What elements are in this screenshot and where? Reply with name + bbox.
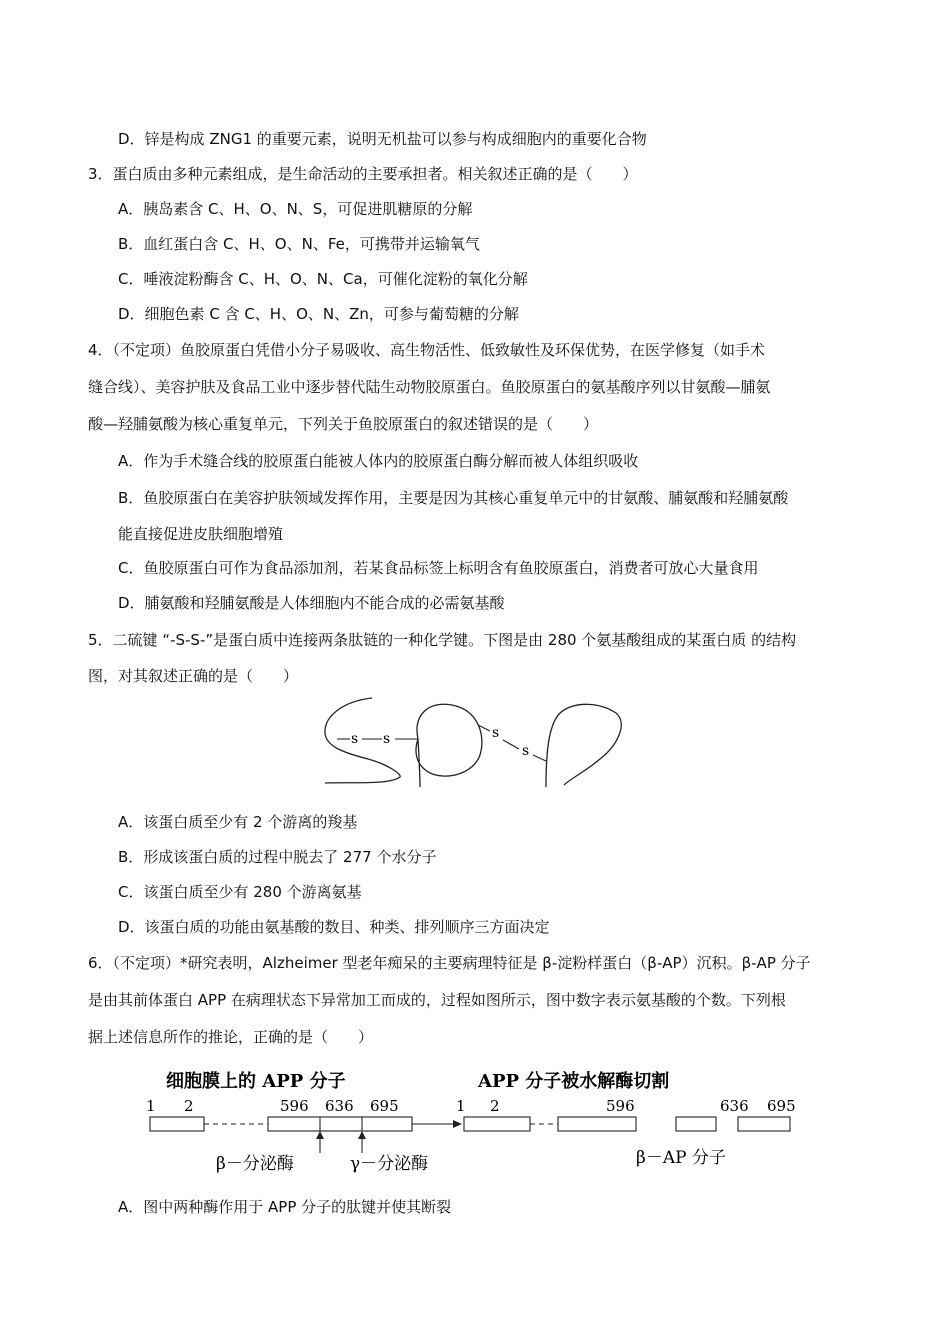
disulfide-bond-6 xyxy=(533,755,546,761)
q5-option-d: D．该蛋白质的功能由氨基酸的数目、种类、排列顺序三方面决定 xyxy=(118,918,550,936)
label-695: 695 xyxy=(370,1097,399,1115)
gamma-secretase-label: γ－分泌酶 xyxy=(350,1154,429,1174)
q3-option-d: D．细胞色素 C 含 C、H、O、N、Zn，可参与葡萄糖的分解 xyxy=(118,305,519,323)
right-label-596: 596 xyxy=(606,1097,635,1115)
q6-stem-line2: 是由其前体蛋白 APP 在病理状态下异常加工而成的，过程如图所示，图中数字表示氨基酸的个数。下列根 xyxy=(88,991,786,1009)
q3-option-a: A．胰岛素含 C、H、O、N、S，可促进肌糖原的分解 xyxy=(118,200,473,218)
beta-secretase-label: β－分泌酶 xyxy=(216,1154,294,1174)
q5-option-a: A．该蛋白质至少有 2 个游离的羧基 xyxy=(118,813,358,831)
right-label-695: 695 xyxy=(767,1097,796,1115)
sulfur-label-3: s xyxy=(492,725,500,741)
q4-stem-line1: 4．（不定项）鱼胶原蛋白凭借小分子易吸收、高生物活性、低致敏性及环保优势，在医学修复（如手术 xyxy=(88,341,766,359)
label-2: 2 xyxy=(184,1097,194,1115)
q4-option-c: C．鱼胶原蛋白可作为食品添加剂，若某食品标签上标明含有鱼胶原蛋白，消费者可放心大量食用 xyxy=(118,559,759,577)
beta-ap-label: β－AP 分子 xyxy=(636,1148,726,1168)
q2-option-d: D．锌是构成 ZNG1 的重要元素，说明无机盐可以参与构成细胞内的重要化合物 xyxy=(118,130,647,148)
peptide-chain-loop xyxy=(416,704,482,787)
cleaved-segment-2 xyxy=(558,1117,636,1131)
disulfide-bond-5 xyxy=(503,740,519,749)
sulfur-label-4: s xyxy=(522,743,530,759)
app-segment-2 xyxy=(268,1117,412,1131)
q4-option-b-line1: B．鱼胶原蛋白在美容护肤领域发挥作用，主要是因为其核心重复单元中的甘氨酸、脯氨酸和羟脯氨酸 xyxy=(118,489,789,507)
sulfur-label-1: s xyxy=(351,731,359,747)
label-1: 1 xyxy=(146,1097,156,1115)
cleaved-segment-1 xyxy=(464,1117,530,1131)
peptide-chain-right xyxy=(546,704,621,787)
app-right-title: APP 分子被水解酶切割 xyxy=(478,1071,670,1092)
protein-disulfide-figure xyxy=(320,695,640,790)
label-636: 636 xyxy=(325,1097,354,1115)
q6-option-a: A．图中两种酶作用于 APP 分子的肽键并使其断裂 xyxy=(118,1198,452,1216)
q4-option-d: D．脯氨酸和羟脯氨酸是人体细胞内不能合成的必需氨基酸 xyxy=(118,594,505,612)
app-segment-1 xyxy=(150,1117,204,1131)
q3-stem: 3．蛋白质由多种元素组成，是生命活动的主要承担者。相关叙述正确的是（ ） xyxy=(88,165,638,183)
right-label-636: 636 xyxy=(720,1097,749,1115)
beta-ap-segment xyxy=(676,1117,716,1131)
app-left-title: 细胞膜上的 APP 分子 xyxy=(166,1071,346,1092)
cleaved-segment-3 xyxy=(738,1117,790,1131)
q4-stem-line2: 缝合线）、美容护肤及食品工业中逐步替代陆生动物胶原蛋白。鱼胶原蛋白的氨基酸序列以甘氨酸—脯氨 xyxy=(88,378,771,396)
q5-stem-line1: 5．二硫键 “-S-S-”是蛋白质中连接两条肽链的一种化学键。下图是由 280 个氨基酸组成的某蛋白质 的结构 xyxy=(88,631,797,649)
q6-stem-line3: 据上述信息所作的推论，正确的是（ ） xyxy=(88,1028,374,1046)
app-cleavage-figure xyxy=(140,1065,820,1175)
q5-option-c: C．该蛋白质至少有 280 个游离氨基 xyxy=(118,883,362,901)
q3-option-b: B．血红蛋白含 C、H、O、N、Fe，可携带并运输氧气 xyxy=(118,235,480,253)
q6-stem-line1: 6．（不定项）*研究表明，Alzheimer 型老年痴呆的主要病理特征是 β-淀粉样蛋白（β-AP）沉积。β-AP 分子 xyxy=(88,954,811,972)
q4-stem-line3: 酸—羟脯氨酸为核心重复单元，下列关于鱼胶原蛋白的叙述错误的是（ ） xyxy=(88,415,599,433)
right-label-2: 2 xyxy=(490,1097,500,1115)
right-label-1: 1 xyxy=(456,1097,466,1115)
sulfur-label-2: s xyxy=(383,731,391,747)
q3-option-c: C．唾液淀粉酶含 C、H、O、N、Ca，可催化淀粉的氧化分解 xyxy=(118,270,528,288)
label-596: 596 xyxy=(280,1097,309,1115)
q5-stem-line2: 图，对其叙述正确的是（ ） xyxy=(88,667,299,685)
q5-option-b: B．形成该蛋白质的过程中脱去了 277 个水分子 xyxy=(118,848,437,866)
q4-option-a: A．作为手术缝合线的胶原蛋白能被人体内的胶原蛋白酶分解而被人体组织吸收 xyxy=(118,452,639,470)
q4-option-b-line2: 能直接促进皮肤细胞增殖 xyxy=(118,525,284,543)
